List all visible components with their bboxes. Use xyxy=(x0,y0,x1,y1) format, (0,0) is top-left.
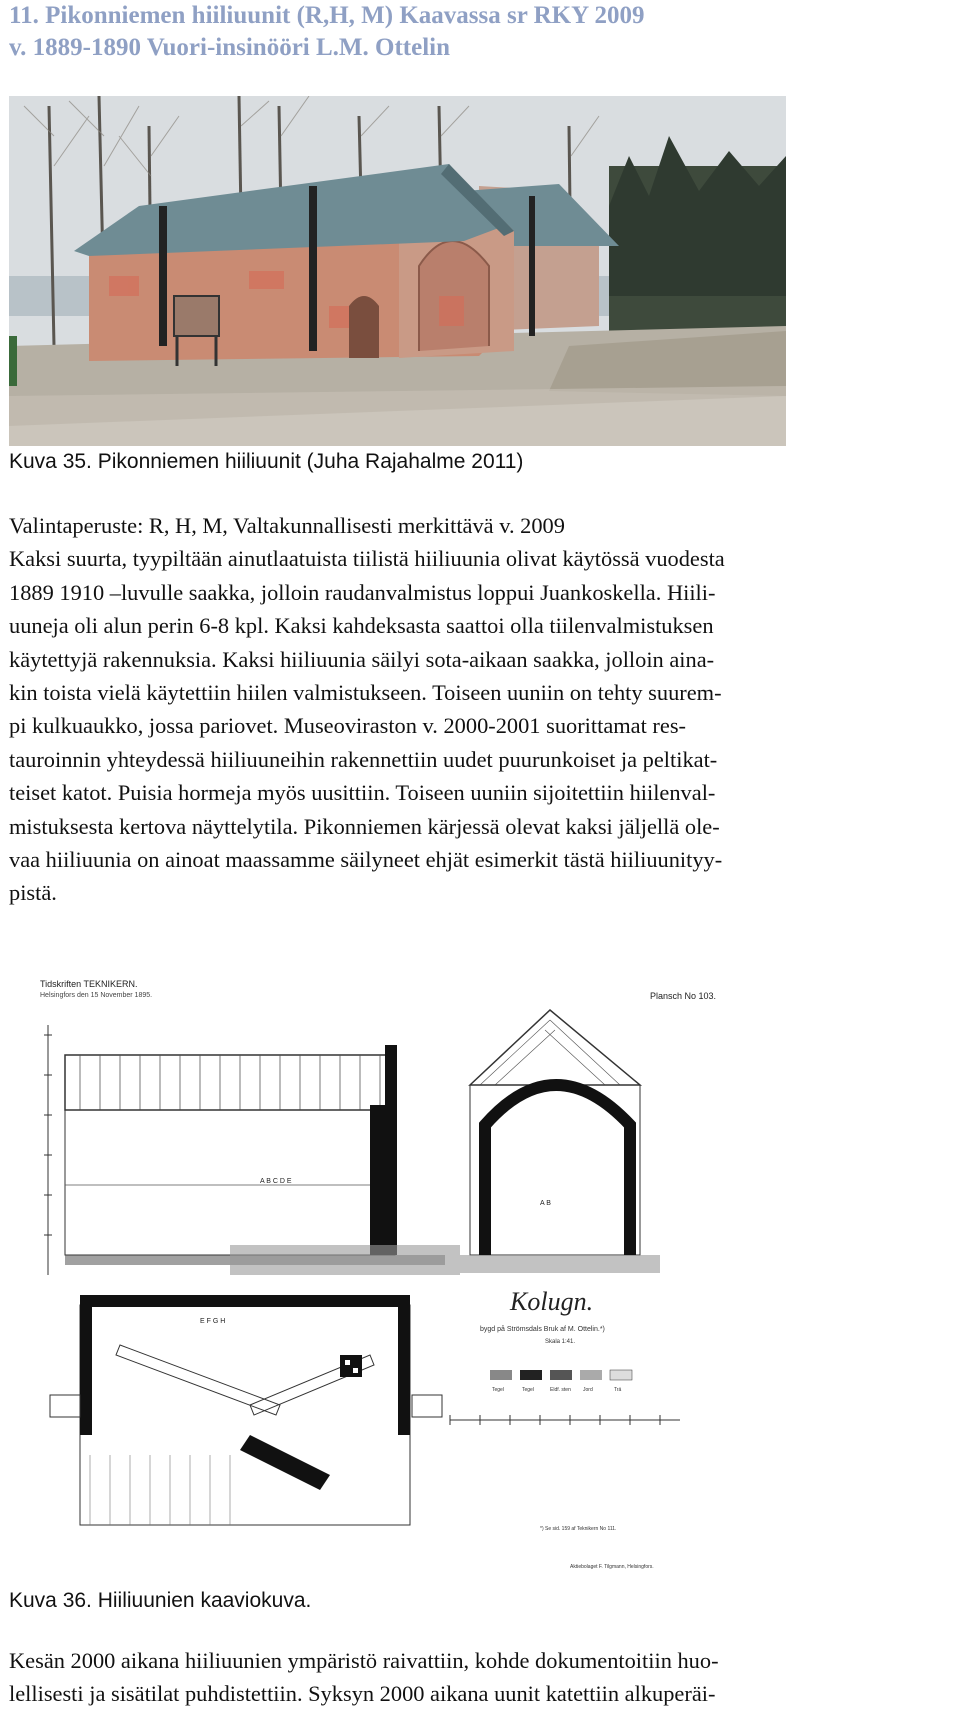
body-line: mistuksesta kertova näyttelytila. Pikonniemen kärjessä olevat kaksi jäljellä ole- xyxy=(9,813,720,839)
body-line: Valintaperuste: R, H, M, Valtakunnallisesti merkittävä v. 2009 xyxy=(9,513,565,538)
figure-36-caption: Kuva 36. Hiiliuunien kaaviokuva. xyxy=(9,1589,312,1612)
body-line: vaa hiiliuunia on ainoat maassamme säilyneet ehjät esimerkit tästä hiiliuunityy- xyxy=(9,847,723,873)
body-line: kin toista vielä käytettiin hiilen valmistukseen. Toiseen uuniin on tehty suurem- xyxy=(9,680,722,706)
drawing-scale: Skala 1:41. xyxy=(545,1339,576,1345)
legend-label: Tegel xyxy=(522,1387,534,1393)
legend-label: Tegel xyxy=(492,1387,504,1393)
figure-35-caption: Kuva 35. Pikonniemen hiiliuunit (Juha Rajahalme 2011) xyxy=(9,450,524,473)
kiln-photo xyxy=(9,96,786,446)
section-heading xyxy=(9,0,909,64)
body-line: lellisesti ja sisätilat puhdistettiin. Syksyn 2000 aikana uunit katettiin alkuperäi- xyxy=(9,1681,716,1707)
drawing-footnote: *) Se sid. 159 af Teknikern No 111. xyxy=(540,1526,617,1532)
body-line: Kesän 2000 aikana hiiliuunien ympäristö raivattiin, kohde dokumentoitiin huo- xyxy=(9,1648,719,1673)
heading-line-2: v. 1889-1890 Vuori-insinööri L.M. Ottelin xyxy=(9,34,451,61)
kiln-technical-drawing xyxy=(40,975,730,1573)
drawing-header-right: Plansch No 103. xyxy=(650,991,717,1001)
heading-line-1: 11. Pikonniemen hiiliuunit (R,H, M) Kaavassa sr RKY 2009 xyxy=(9,2,645,29)
body-line: Kaksi suurta, tyypiltään ainutlaatuista tiilistä hiiliuunia olivat käytössä vuodesta xyxy=(9,546,725,572)
drawing-header-left-sub: Helsingfors den 15 November 1895. xyxy=(40,992,153,999)
body-line: uuneja oli alun perin 6-8 kpl. Kaksi kahdeksasta saattoi olla tiilenvalmistuksen xyxy=(9,613,714,639)
body-paragraph xyxy=(9,509,954,910)
body-line: pi kulkuaukko, jossa pariovet. Museoviraston v. 2000-2001 suorittamat res- xyxy=(9,713,686,739)
plan-label: E F G H xyxy=(200,1318,226,1325)
continuation-paragraph xyxy=(9,1644,954,1711)
legend-label: Jord xyxy=(583,1387,593,1393)
drawing-subtitle: bygd på Strömsdals Bruk af M. Ottelin.*) xyxy=(480,1326,605,1333)
body-line: käytettyjä rakennuksia. Kaksi hiiliuunia säilyi sota-aikaan saakka, jolloin aina- xyxy=(9,646,715,672)
body-line: pistä. xyxy=(9,880,57,906)
section-label-2: A B xyxy=(540,1200,551,1207)
drawing-title: Kolugn. xyxy=(510,1287,594,1316)
legend-label: Eldf. sten xyxy=(550,1387,571,1393)
drawing-header-left: Tidskriften TEKNIKERN. xyxy=(40,979,138,989)
body-line: teiset katot. Puisia hormeja myös uusittiin. Toiseen uuniin sijoitettiin hiilenval- xyxy=(9,780,716,806)
section-label-1: A B C D E xyxy=(260,1178,292,1185)
body-line: tauroinnin yhteydessä hiiliuuneihin rakennettiin uudet puurunkoiset ja peltikat- xyxy=(9,746,718,772)
body-line: 1889 1910 –luvulle saakka, jolloin raudanvalmistus loppui Juankoskella. Hiili- xyxy=(9,579,716,605)
drawing-printer: Aktiebolaget F. Tilgmann, Helsingfors. xyxy=(570,1564,654,1570)
legend-label: Trä xyxy=(614,1387,622,1393)
